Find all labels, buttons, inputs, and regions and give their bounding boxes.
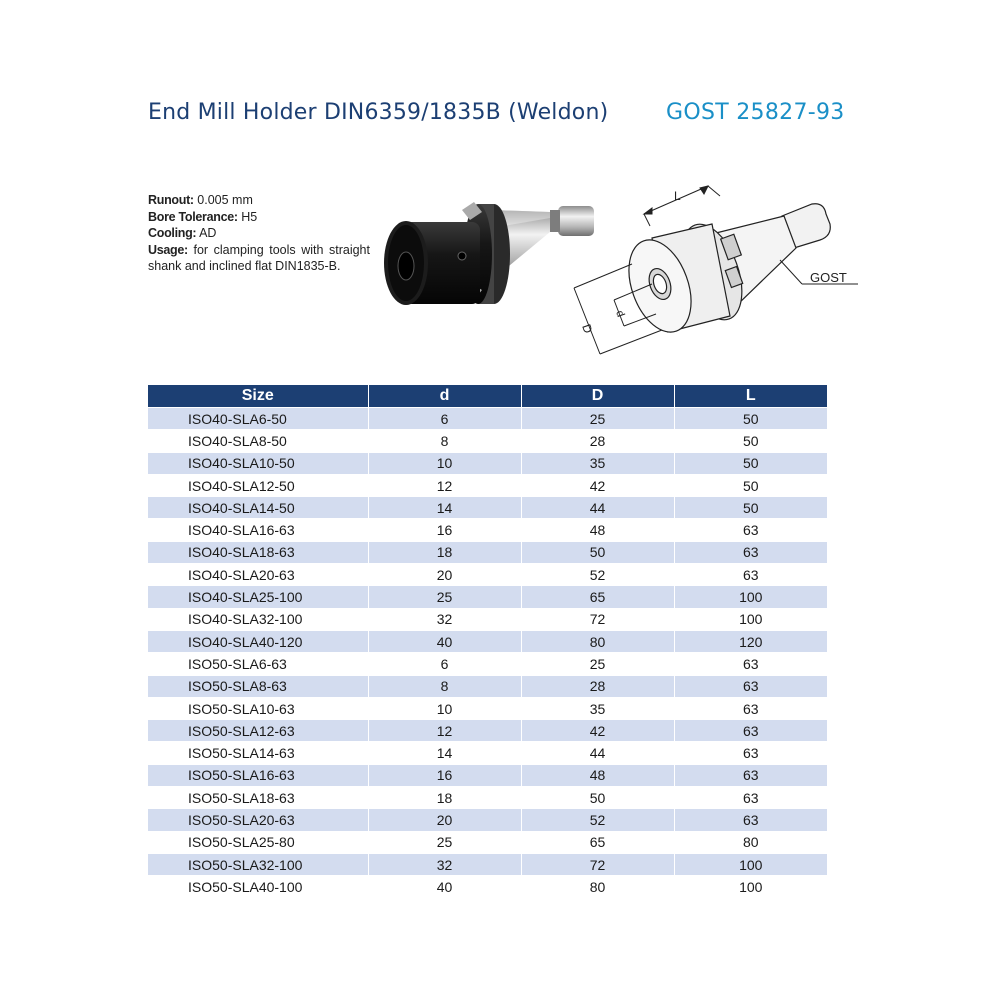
size-cell: ISO50-SLA6-63 [148,653,368,675]
spec-cooling [148,225,370,242]
table-row [148,764,827,786]
table-cell: 50 [674,497,827,519]
size-cell: ISO50-SLA12-63 [148,720,368,742]
table-row [148,787,827,809]
size-cell: ISO40-SLA14-50 [148,497,368,519]
size-cell: ISO50-SLA10-63 [148,697,368,719]
table-cell: 63 [674,742,827,764]
usage-label: Usage: [148,242,188,257]
size-cell: ISO50-SLA40-100 [148,876,368,898]
size-cell: ISO40-SLA25-100 [148,586,368,608]
table-cell: 20 [368,564,521,586]
table-row [148,853,827,875]
spec-list [148,192,370,275]
cooling-value: AD [199,226,217,240]
table-cell: 63 [674,764,827,786]
table-cell: 40 [368,876,521,898]
table-cell: 35 [521,697,674,719]
size-cell: ISO40-SLA40-120 [148,630,368,652]
table-row [148,519,827,541]
technical-drawing [562,176,858,366]
table-row [148,720,827,742]
table-cell: 100 [674,876,827,898]
size-cell: ISO40-SLA8-50 [148,430,368,452]
dimension-label-D: D [579,322,596,336]
gost-label: GOST [810,270,847,285]
table-cell: 44 [521,742,674,764]
table-cell: 100 [674,608,827,630]
table-cell: 48 [521,519,674,541]
size-cell: ISO50-SLA20-63 [148,809,368,831]
size-cell: ISO50-SLA16-63 [148,764,368,786]
table-cell: 63 [674,564,827,586]
runout-label: Runout: [148,193,194,207]
table-cell: 63 [674,809,827,831]
size-cell: ISO40-SLA10-50 [148,452,368,474]
table-cell: 28 [521,430,674,452]
usage-value: for clamping tools with straight shank and inclined flat DIN1835-B. [148,242,370,273]
table-cell: 44 [521,497,674,519]
spec-bore-tolerance [148,209,370,226]
spec-runout [148,192,370,209]
table-cell: 25 [521,408,674,430]
table-cell: 35 [521,452,674,474]
table-cell: 63 [674,653,827,675]
table-cell: 50 [521,541,674,563]
table-cell: 18 [368,541,521,563]
table-row [148,408,827,430]
table-cell: 63 [674,519,827,541]
cooling-label: Cooling: [148,226,197,240]
dimension-label-L: L [674,189,681,203]
size-cell: ISO50-SLA8-63 [148,675,368,697]
size-cell: ISO40-SLA18-63 [148,541,368,563]
column-header: Size [148,385,368,408]
table-cell: 10 [368,697,521,719]
table-cell: 12 [368,720,521,742]
table-row [148,541,827,563]
table-cell: 80 [521,876,674,898]
table-row [148,497,827,519]
bore-tolerance-label: Bore Tolerance: [148,209,238,224]
size-cell: ISO40-SLA32-100 [148,608,368,630]
table-cell: 63 [674,697,827,719]
page-title: End Mill Holder DIN6359/1835B (Weldon) [148,100,609,125]
column-header: d [368,385,521,408]
table-cell: 12 [368,474,521,496]
size-cell: ISO40-SLA6-50 [148,408,368,430]
table-cell: 63 [674,541,827,563]
table-cell: 25 [368,586,521,608]
size-cell: ISO50-SLA14-63 [148,742,368,764]
table-cell: 14 [368,497,521,519]
table-row [148,675,827,697]
table-cell: 100 [674,853,827,875]
table-cell: 72 [521,853,674,875]
table-row [148,586,827,608]
table-row [148,430,827,452]
table-cell: 10 [368,452,521,474]
size-cell: ISO40-SLA20-63 [148,564,368,586]
runout-value: 0.005 mm [197,193,253,207]
table-cell: 48 [521,764,674,786]
table-cell: 72 [521,608,674,630]
bore-tolerance-value: H5 [241,209,258,224]
table-cell: 25 [368,831,521,853]
size-cell: ISO40-SLA12-50 [148,474,368,496]
table-cell: 50 [674,474,827,496]
size-cell: ISO40-SLA16-63 [148,519,368,541]
table-cell: 16 [368,519,521,541]
size-cell: ISO50-SLA32-100 [148,853,368,875]
table-cell: 50 [521,787,674,809]
table-cell: 50 [674,452,827,474]
size-cell: ISO50-SLA25-80 [148,831,368,853]
column-header: D [521,385,674,408]
dimension-label-d: d [613,308,627,319]
table-cell: 25 [521,653,674,675]
table-cell: 63 [674,720,827,742]
table-cell: 50 [674,408,827,430]
table-cell: 50 [674,430,827,452]
table-row [148,452,827,474]
size-cell: ISO50-SLA18-63 [148,787,368,809]
table-cell: 65 [521,586,674,608]
table-cell: 120 [674,630,827,652]
table-cell: 14 [368,742,521,764]
table-cell: 100 [674,586,827,608]
table-cell: 80 [521,630,674,652]
column-header: L [674,385,827,408]
table-cell: 42 [521,720,674,742]
table-cell: 6 [368,653,521,675]
spec-usage [148,242,370,275]
table-cell: 52 [521,809,674,831]
table-cell: 32 [368,853,521,875]
table-row [148,876,827,898]
table-cell: 16 [368,764,521,786]
table-header-row [148,385,827,408]
table-row [148,742,827,764]
table-row [148,653,827,675]
table-cell: 42 [521,474,674,496]
table-row [148,474,827,496]
table-cell: 6 [368,408,521,430]
table-row [148,809,827,831]
table-cell: 32 [368,608,521,630]
table-row [148,630,827,652]
table-cell: 65 [521,831,674,853]
table-cell: 8 [368,675,521,697]
dimensions-table [148,385,827,898]
table-cell: 20 [368,809,521,831]
table-row [148,608,827,630]
table-cell: 52 [521,564,674,586]
table-cell: 8 [368,430,521,452]
table-cell: 63 [674,787,827,809]
table-cell: 80 [674,831,827,853]
table-cell: 28 [521,675,674,697]
table-row [148,697,827,719]
table-row [148,564,827,586]
table-cell: 18 [368,787,521,809]
standard-title: GOST 25827-93 [666,100,845,125]
table-row [148,831,827,853]
table-cell: 63 [674,675,827,697]
table-cell: 40 [368,630,521,652]
